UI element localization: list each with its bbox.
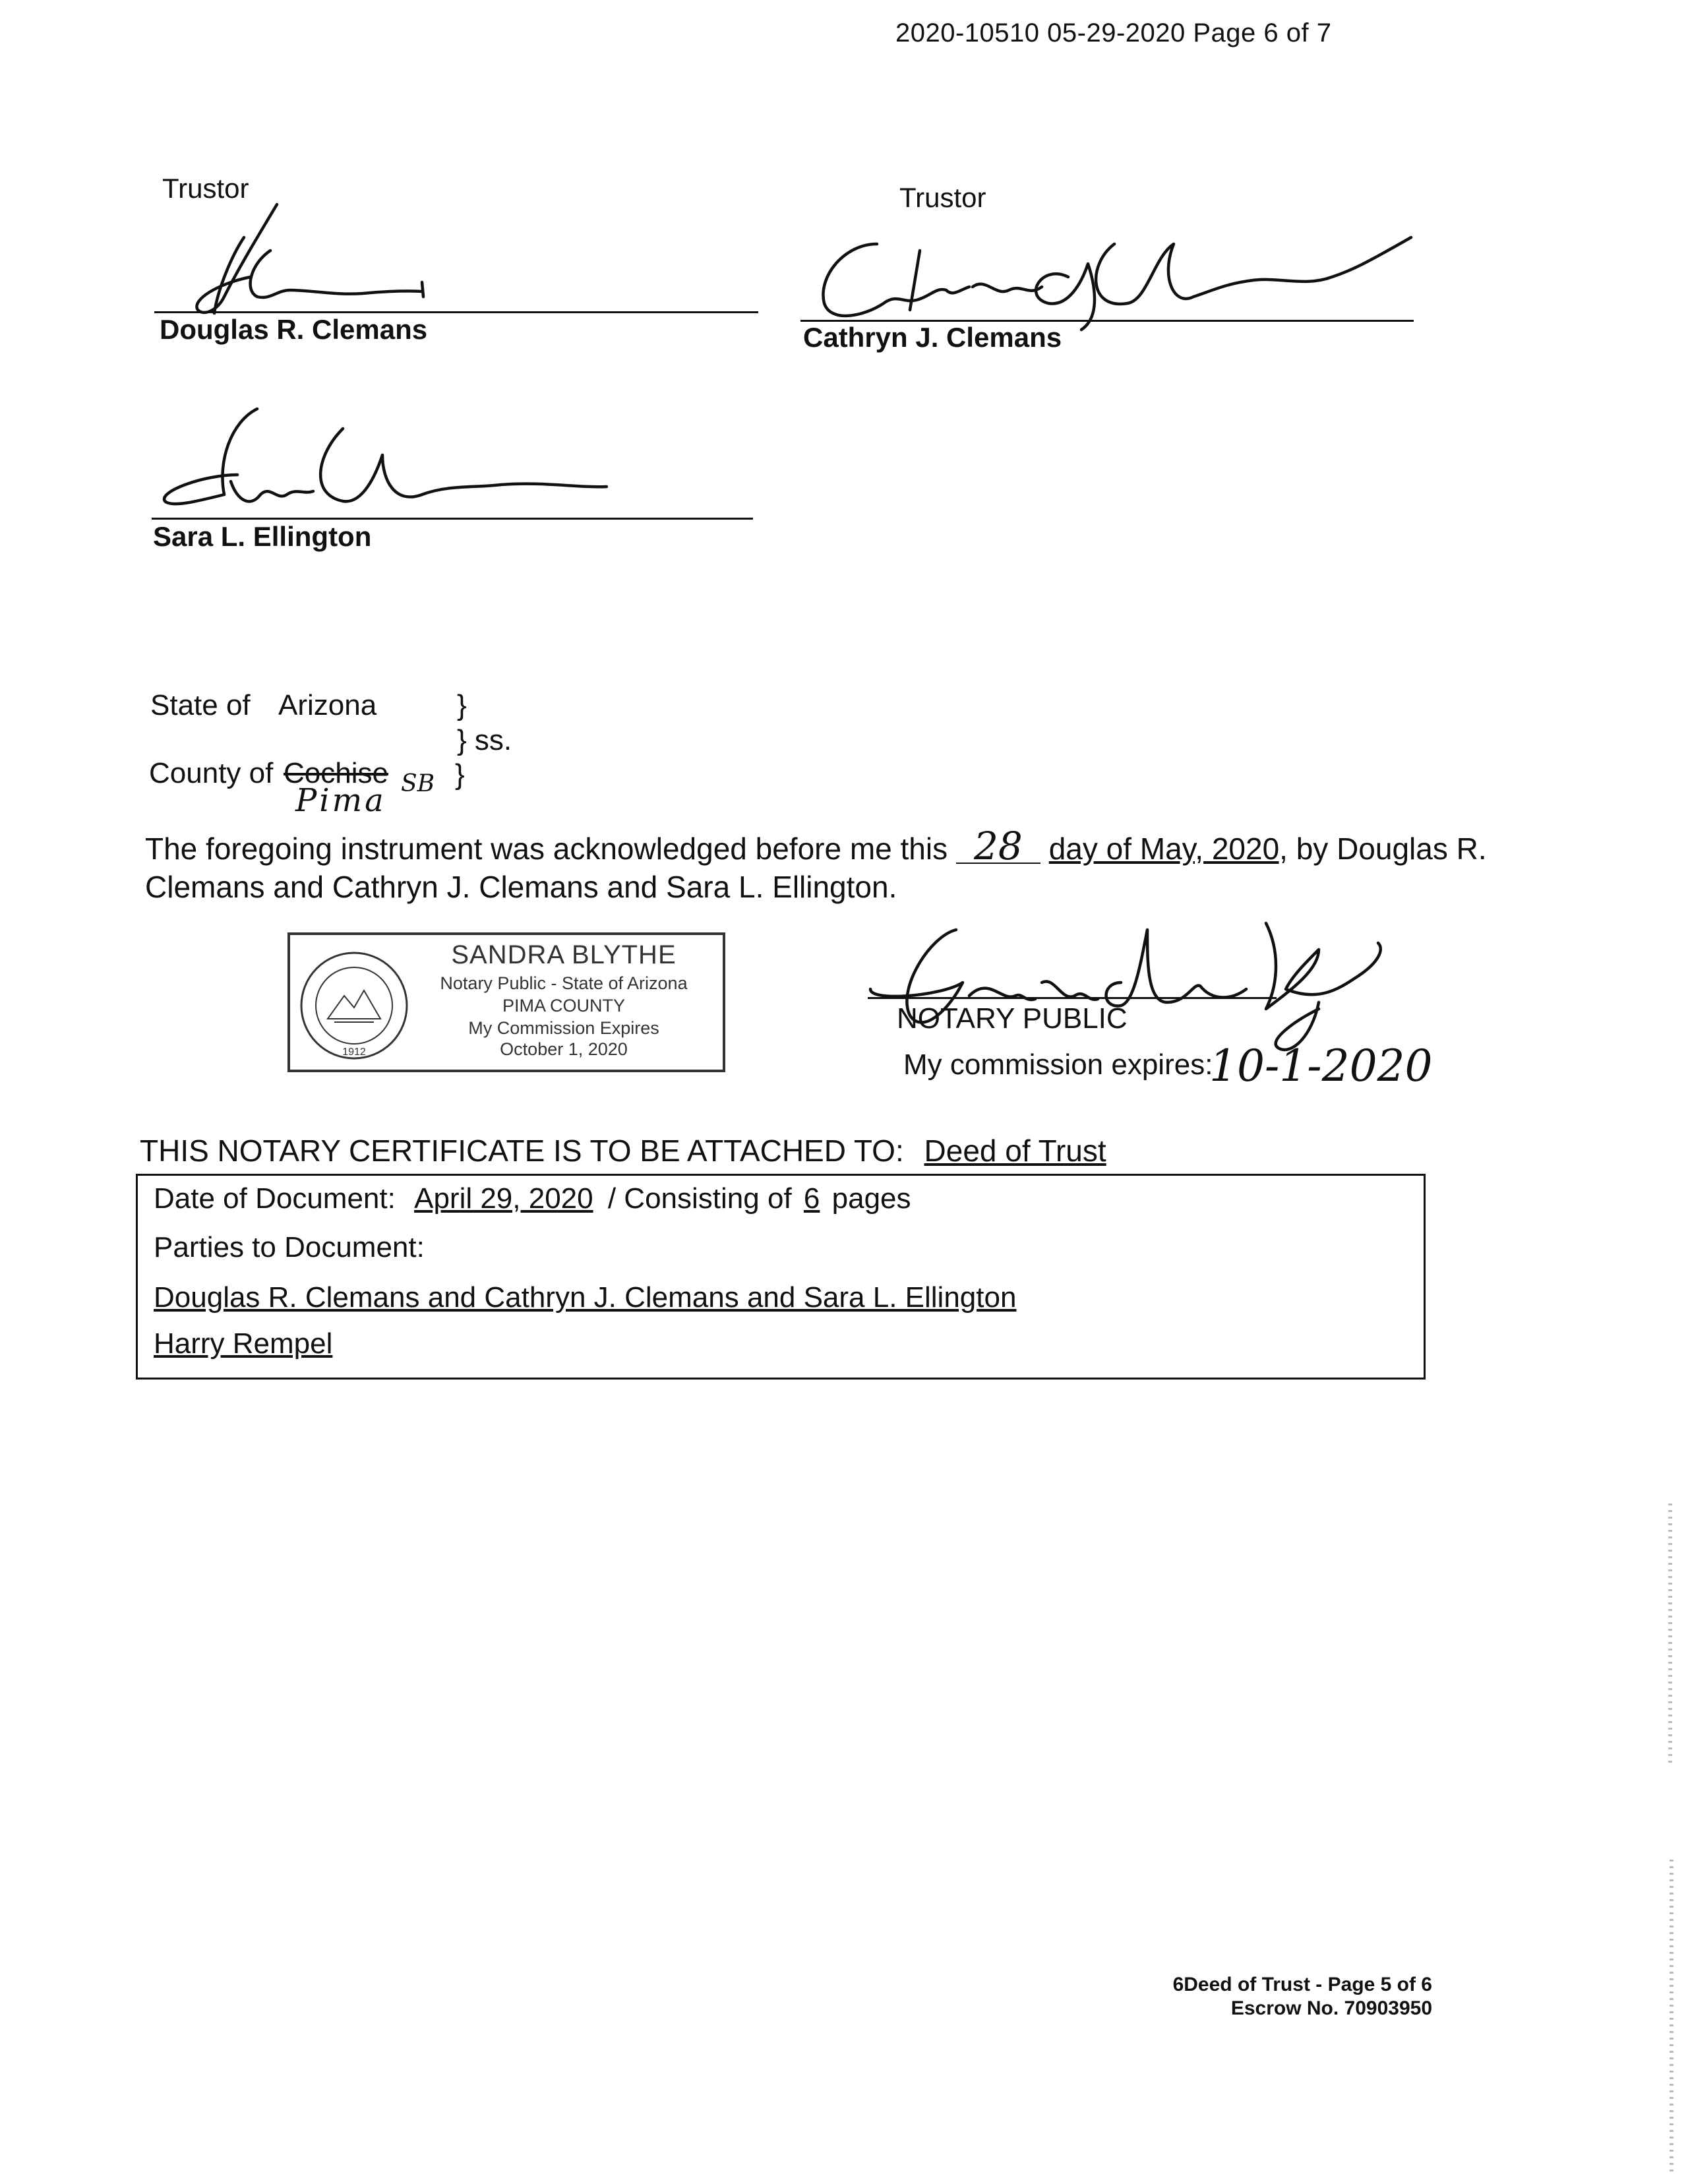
- seal-name: SANDRA BLYTHE: [451, 940, 677, 969]
- signature-line-left: [154, 311, 758, 313]
- parties-label: Parties to Document:: [154, 1231, 425, 1263]
- date-value: April 29, 2020: [414, 1182, 593, 1215]
- scan-edge-artifact: [1668, 1503, 1672, 1767]
- douglas-signature: [178, 198, 442, 323]
- footer-page-info: 6Deed of Trust - Page 5 of 6: [1172, 1974, 1432, 1995]
- trustor-label-left: Trustor: [162, 173, 249, 204]
- seal-line-5: October 1, 2020: [500, 1039, 628, 1059]
- recording-stamp: 2020-10510 05-29-2020 Page 6 of 7: [895, 18, 1332, 47]
- ack-day-text: day of May, 2020,: [1048, 832, 1288, 866]
- county-initials: SB: [401, 770, 435, 797]
- acknowledgment-line-1: [145, 824, 1487, 868]
- county-handwritten: Pima: [295, 782, 386, 819]
- commission-expires-label: My commission expires:: [903, 1048, 1213, 1081]
- commission-expires-handwritten: 10-1-2020: [1209, 1041, 1433, 1091]
- seal-year: 1912: [342, 1046, 366, 1058]
- county-struck: Cochise: [284, 757, 388, 789]
- footer-block: [1173, 1973, 1432, 2020]
- signer-name-sara: Sara L. Ellington: [153, 521, 372, 552]
- pages-suffix: pages: [831, 1182, 911, 1215]
- scan-edge-artifact: [1670, 1860, 1673, 2176]
- ack-suffix: by Douglas R.: [1296, 832, 1487, 866]
- venue-brace: }: [457, 689, 467, 721]
- county-brace: }: [455, 758, 465, 791]
- certificate-title: [140, 1133, 1106, 1168]
- ack-day-handwritten: 28: [956, 830, 1040, 864]
- certificate-box: [136, 1174, 1426, 1380]
- signer-name-cathryn: Cathryn J. Clemans: [803, 322, 1062, 353]
- trustor-label-right: Trustor: [899, 182, 986, 213]
- signer-name-douglas: Douglas R. Clemans: [160, 314, 428, 345]
- county-label: County of: [149, 757, 274, 789]
- seal-line-2: Notary Public - State of Arizona: [440, 973, 688, 993]
- party-1: Douglas R. Clemans and Cathryn J. Clemans and Sara L. Ellington: [154, 1281, 1017, 1314]
- seal-line-3: PIMA COUNTY: [502, 996, 626, 1016]
- certificate-doc-type: Deed of Trust: [924, 1134, 1106, 1168]
- acknowledgment-line-2: Clemans and Cathryn J. Clemans and Sara L. Ellington.: [145, 870, 897, 904]
- notary-title: NOTARY PUBLIC: [897, 1002, 1128, 1035]
- footer-escrow: Escrow No. 70903950: [1230, 1997, 1432, 2019]
- certificate-title-text: THIS NOTARY CERTIFICATE IS TO BE ATTACHED TO:: [140, 1134, 904, 1168]
- state-value: Arizona: [278, 689, 377, 721]
- arizona-seal-icon: [298, 950, 410, 1062]
- date-label: Date of Document:: [154, 1182, 396, 1215]
- seal-line-4: My Commission Expires: [468, 1018, 659, 1038]
- state-label: State of: [150, 689, 251, 721]
- party-2: Harry Rempel: [154, 1327, 333, 1360]
- sara-signature: [145, 402, 620, 534]
- consisting-prefix: / Consisting of: [607, 1182, 792, 1215]
- venue-ss: } ss.: [457, 724, 512, 756]
- signature-line-third: [152, 518, 753, 520]
- notary-signature-line: [868, 997, 1277, 999]
- pages-value: 6: [803, 1182, 820, 1215]
- notary-stamp: [287, 932, 725, 1072]
- document-date-row: [154, 1182, 911, 1215]
- ack-prefix: The foregoing instrument was acknowledged before me this: [145, 832, 948, 866]
